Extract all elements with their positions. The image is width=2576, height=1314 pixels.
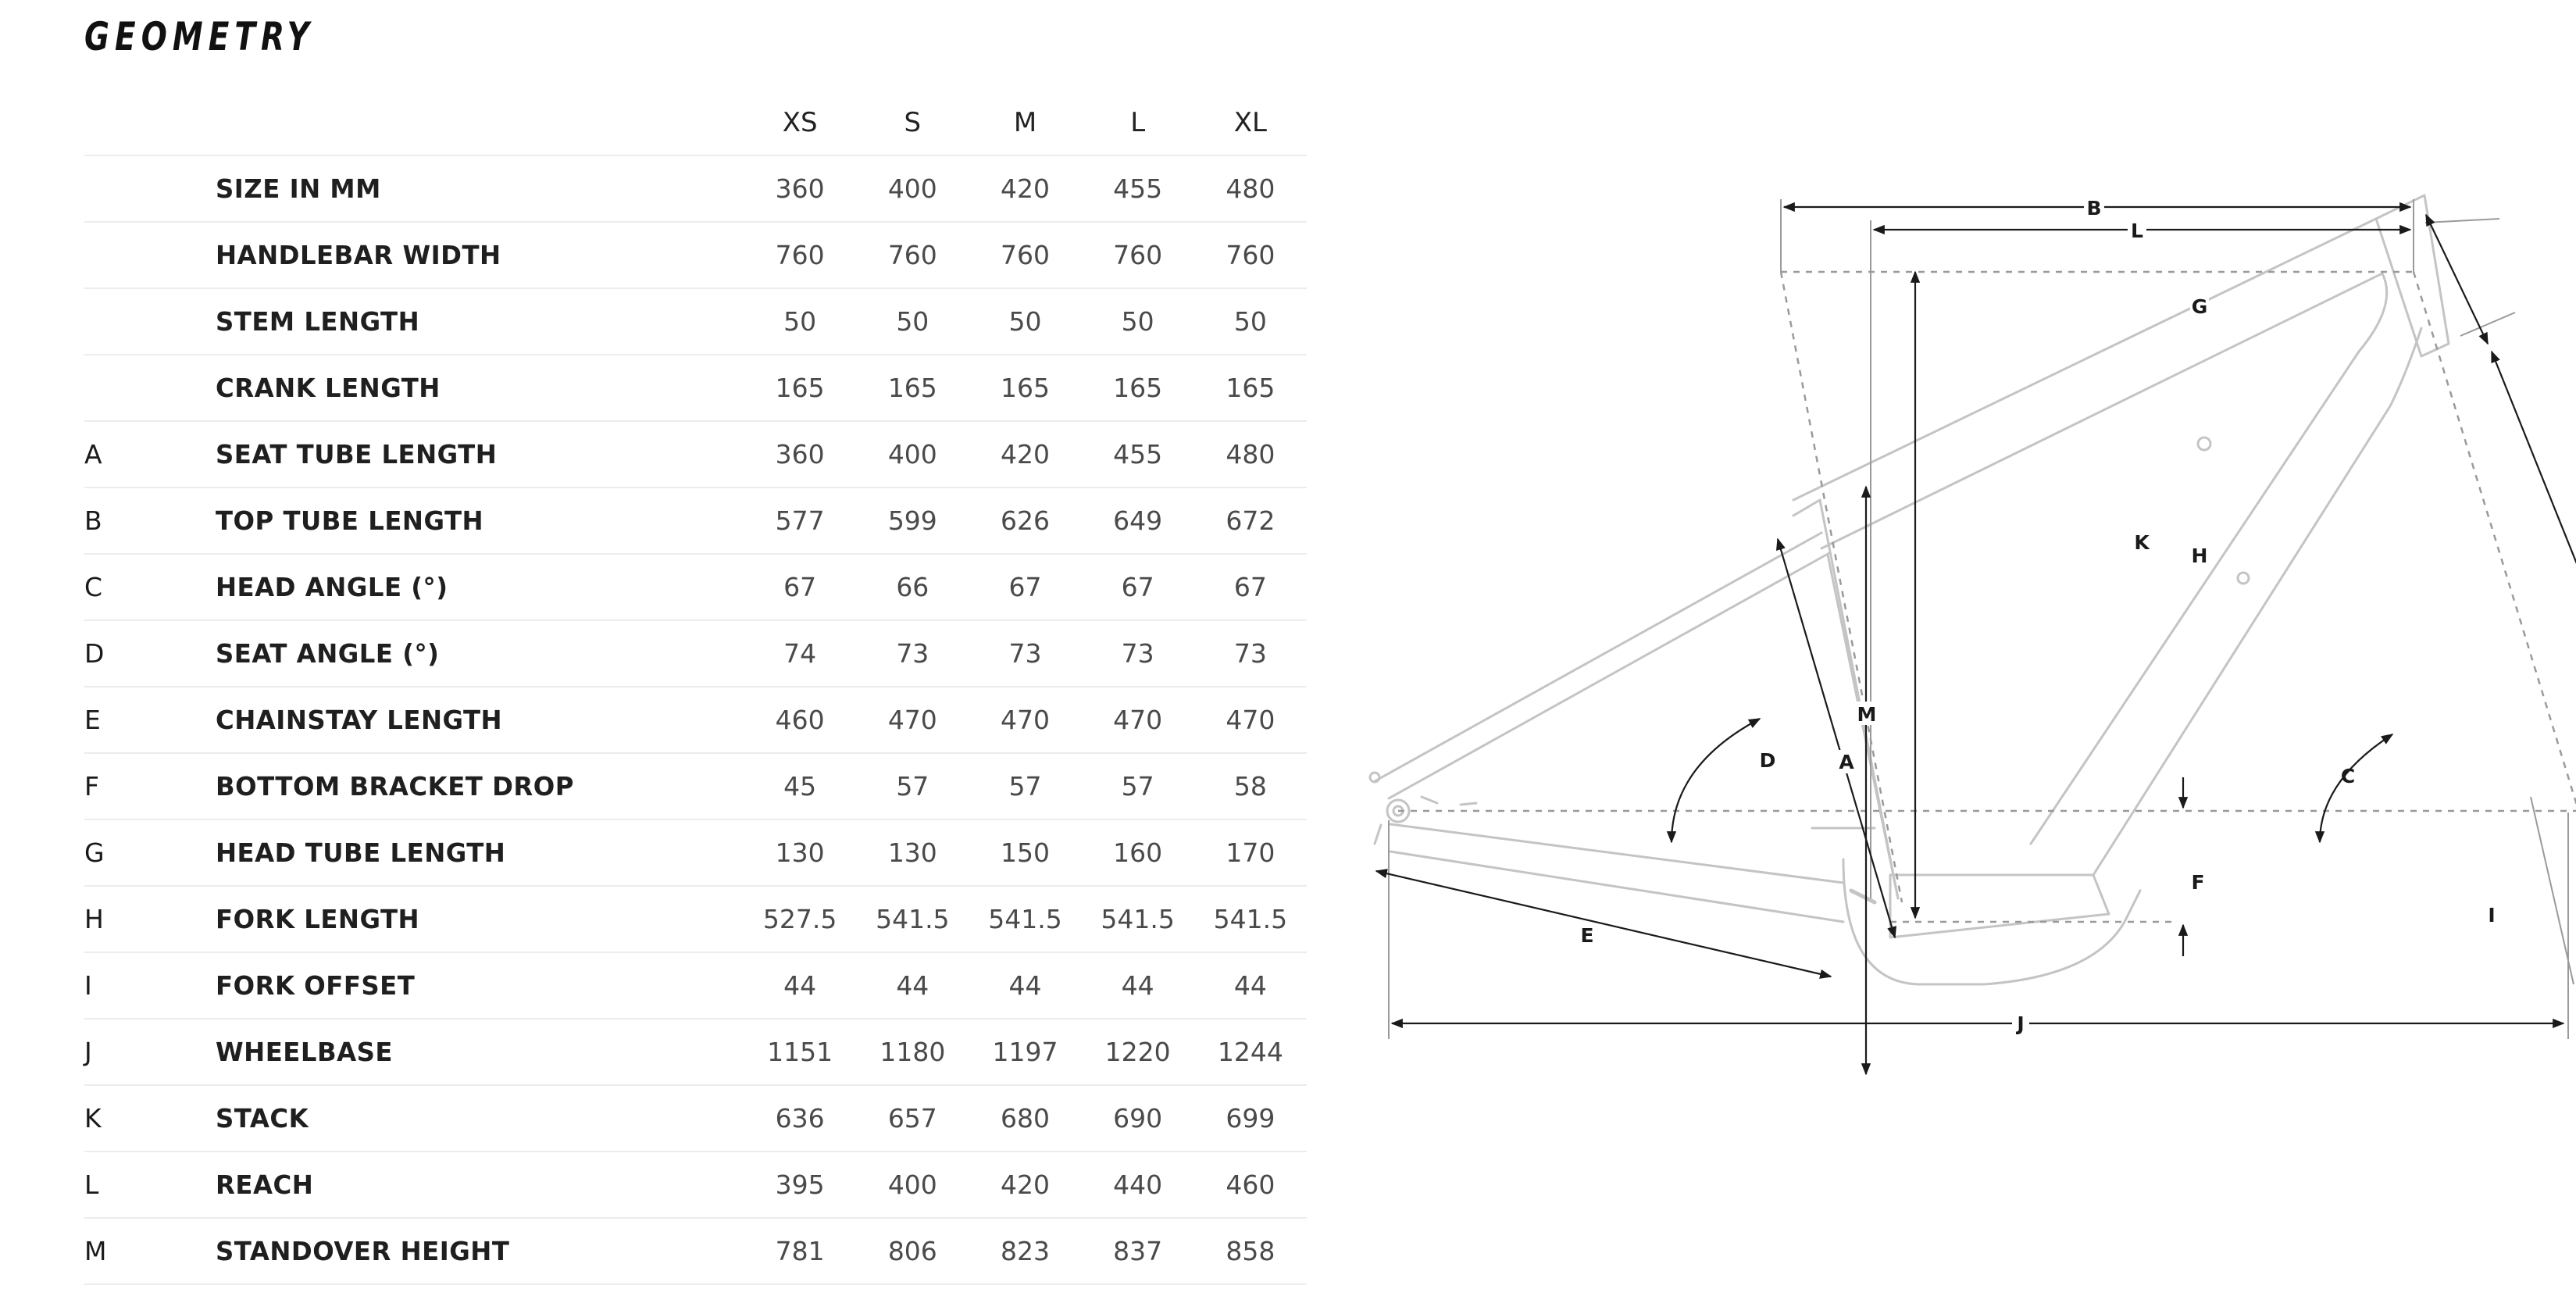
table-body <box>84 155 1307 1284</box>
row-letter: M <box>84 1218 216 1284</box>
value-cell-m: 50 <box>969 288 1081 355</box>
value-cell-m: 44 <box>969 952 1081 1019</box>
table-row <box>84 554 1307 620</box>
row-label: STACK <box>216 1085 733 1152</box>
row-label: SEAT ANGLE (°) <box>216 620 733 687</box>
value-cell-xs: 360 <box>744 155 856 222</box>
size-header-s: S <box>856 91 969 155</box>
table-row <box>84 421 1307 487</box>
dim-c-arc <box>2320 734 2392 842</box>
table-row <box>84 952 1307 1019</box>
value-cell-l: 44 <box>1082 952 1194 1019</box>
value-cell-s: 400 <box>856 1152 969 1218</box>
value-cell-xl: 44 <box>1194 952 1307 1019</box>
row-label: SEAT TUBE LENGTH <box>216 421 733 487</box>
value-cell-m: 541.5 <box>969 886 1081 952</box>
row-label: CRANK LENGTH <box>216 355 733 421</box>
page-title: GEOMETRY <box>84 14 315 59</box>
value-cell-m: 1197 <box>969 1019 1081 1085</box>
value-cell-l: 470 <box>1082 687 1194 753</box>
value-cell-xs: 781 <box>744 1218 856 1284</box>
value-cell-m: 73 <box>969 620 1081 687</box>
value-cell-xl: 760 <box>1194 222 1307 288</box>
value-cell-xl: 672 <box>1194 487 1307 554</box>
value-cell-m: 420 <box>969 421 1081 487</box>
value-cell-xs: 577 <box>744 487 856 554</box>
row-label: STANDOVER HEIGHT <box>216 1218 733 1284</box>
size-header-m: M <box>969 91 1081 155</box>
value-cell-l: 837 <box>1082 1218 1194 1284</box>
dim-label-k: K <box>2134 531 2150 554</box>
table-row <box>84 1152 1307 1218</box>
value-cell-l: 440 <box>1082 1152 1194 1218</box>
value-cell-m: 760 <box>969 222 1081 288</box>
value-cell-xs: 395 <box>744 1152 856 1218</box>
value-cell-l: 160 <box>1082 819 1194 886</box>
value-cell-s: 599 <box>856 487 969 554</box>
value-cell-xl: 480 <box>1194 155 1307 222</box>
value-cell-l: 50 <box>1082 288 1194 355</box>
value-cell-xs: 50 <box>744 288 856 355</box>
extension-lines <box>1389 172 2576 1039</box>
table-row <box>84 288 1307 355</box>
value-cell-xs: 44 <box>744 952 856 1019</box>
table-header-row <box>84 91 1307 155</box>
frame-geometry-diagram <box>1343 172 2576 1109</box>
table-row <box>84 819 1307 886</box>
value-cell-m: 67 <box>969 554 1081 620</box>
dim-label-h: H <box>2191 545 2208 567</box>
row-label: CHAINSTAY LENGTH <box>216 687 733 753</box>
value-cell-s: 400 <box>856 155 969 222</box>
value-cell-s: 165 <box>856 355 969 421</box>
table-row <box>84 155 1307 222</box>
value-cell-xl: 67 <box>1194 554 1307 620</box>
row-label: WHEELBASE <box>216 1019 733 1085</box>
table-row <box>84 355 1307 421</box>
value-cell-m: 823 <box>969 1218 1081 1284</box>
value-cell-xs: 527.5 <box>744 886 856 952</box>
value-cell-l: 1220 <box>1082 1019 1194 1085</box>
geometry-table <box>84 91 1307 1285</box>
row-label: TOP TUBE LENGTH <box>216 487 733 554</box>
table-row <box>84 753 1307 819</box>
value-cell-xl: 858 <box>1194 1218 1307 1284</box>
frame-diagram-svg <box>1343 172 2576 1109</box>
table-row <box>84 1218 1307 1284</box>
header-letter-cell <box>84 91 216 155</box>
value-cell-l: 57 <box>1082 753 1194 819</box>
row-label: REACH <box>216 1152 733 1218</box>
row-label: SIZE IN MM <box>216 155 733 222</box>
value-cell-m: 57 <box>969 753 1081 819</box>
value-cell-s: 470 <box>856 687 969 753</box>
dim-label-f: F <box>2191 871 2205 894</box>
value-cell-l: 690 <box>1082 1085 1194 1152</box>
value-cell-l: 67 <box>1082 554 1194 620</box>
value-cell-xs: 45 <box>744 753 856 819</box>
row-letter: J <box>84 1019 216 1085</box>
value-cell-xl: 480 <box>1194 421 1307 487</box>
row-letter: E <box>84 687 216 753</box>
value-cell-xs: 1151 <box>744 1019 856 1085</box>
value-cell-m: 626 <box>969 487 1081 554</box>
value-cell-l: 73 <box>1082 620 1194 687</box>
value-cell-s: 57 <box>856 753 969 819</box>
value-cell-xl: 170 <box>1194 819 1307 886</box>
value-cell-m: 470 <box>969 687 1081 753</box>
row-label: BOTTOM BRACKET DROP <box>216 753 733 819</box>
dim-e-line <box>1376 871 1831 977</box>
dim-label-m: M <box>1857 703 1877 726</box>
value-cell-m: 165 <box>969 355 1081 421</box>
dim-label-c: C <box>2340 765 2356 787</box>
header-label-cell <box>216 91 744 155</box>
dim-d-arc <box>1672 719 1760 842</box>
dim-label-a: A <box>1839 751 1854 773</box>
row-label: FORK OFFSET <box>216 952 733 1019</box>
value-cell-l: 760 <box>1082 222 1194 288</box>
value-cell-m: 150 <box>969 819 1081 886</box>
table-row <box>84 1019 1307 1085</box>
value-cell-xs: 165 <box>744 355 856 421</box>
value-cell-l: 541.5 <box>1082 886 1194 952</box>
value-cell-s: 400 <box>856 421 969 487</box>
value-cell-xl: 541.5 <box>1194 886 1307 952</box>
value-cell-xl: 165 <box>1194 355 1307 421</box>
value-cell-xs: 360 <box>744 421 856 487</box>
value-cell-xl: 470 <box>1194 687 1307 753</box>
dim-label-d: D <box>1759 749 1776 772</box>
table-row <box>84 487 1307 554</box>
value-cell-xs: 67 <box>744 554 856 620</box>
dim-label-l: L <box>2131 220 2143 242</box>
table-row <box>84 687 1307 753</box>
value-cell-xl: 73 <box>1194 620 1307 687</box>
row-letter: F <box>84 753 216 819</box>
dim-label-e: E <box>1580 924 1594 947</box>
value-cell-xl: 50 <box>1194 288 1307 355</box>
row-letter: A <box>84 421 216 487</box>
row-letter: H <box>84 886 216 952</box>
table-row <box>84 1085 1307 1152</box>
row-letter: D <box>84 620 216 687</box>
value-cell-m: 420 <box>969 155 1081 222</box>
value-cell-l: 455 <box>1082 155 1194 222</box>
row-letter <box>84 222 216 288</box>
value-cell-s: 760 <box>856 222 969 288</box>
row-label: STEM LENGTH <box>216 288 733 355</box>
value-cell-xl: 1244 <box>1194 1019 1307 1085</box>
size-header-l: L <box>1082 91 1194 155</box>
row-letter: I <box>84 952 216 1019</box>
row-label: HANDLEBAR WIDTH <box>216 222 733 288</box>
value-cell-s: 657 <box>856 1085 969 1152</box>
row-letter <box>84 155 216 222</box>
value-cell-xl: 58 <box>1194 753 1307 819</box>
bike-frame <box>1370 195 2449 984</box>
value-cell-s: 806 <box>856 1218 969 1284</box>
row-letter: K <box>84 1085 216 1152</box>
row-letter: B <box>84 487 216 554</box>
table-row <box>84 886 1307 952</box>
value-cell-s: 130 <box>856 819 969 886</box>
table-row <box>84 222 1307 288</box>
value-cell-s: 541.5 <box>856 886 969 952</box>
value-cell-xs: 636 <box>744 1085 856 1152</box>
value-cell-s: 66 <box>856 554 969 620</box>
value-cell-xs: 460 <box>744 687 856 753</box>
row-letter: C <box>84 554 216 620</box>
reference-lines <box>1398 272 2576 922</box>
size-header-xs: XS <box>744 91 856 155</box>
row-label: FORK LENGTH <box>216 886 733 952</box>
value-cell-xl: 460 <box>1194 1152 1307 1218</box>
row-letter <box>84 288 216 355</box>
row-label: HEAD ANGLE (°) <box>216 554 733 620</box>
dim-label-i: I <box>2488 904 2496 927</box>
value-cell-xs: 74 <box>744 620 856 687</box>
value-cell-l: 165 <box>1082 355 1194 421</box>
table-row <box>84 620 1307 687</box>
dim-h-line <box>2492 352 2576 803</box>
value-cell-l: 649 <box>1082 487 1194 554</box>
value-cell-m: 420 <box>969 1152 1081 1218</box>
dim-label-j: J <box>2017 1012 2025 1035</box>
dim-label-b: B <box>2086 197 2102 220</box>
value-cell-l: 455 <box>1082 421 1194 487</box>
row-letter: G <box>84 819 216 886</box>
size-header-xl: XL <box>1194 91 1307 155</box>
row-letter <box>84 355 216 421</box>
dim-g-line <box>2426 215 2488 344</box>
row-label: HEAD TUBE LENGTH <box>216 819 733 886</box>
value-cell-xs: 760 <box>744 222 856 288</box>
value-cell-s: 44 <box>856 952 969 1019</box>
value-cell-xl: 699 <box>1194 1085 1307 1152</box>
value-cell-xs: 130 <box>744 819 856 886</box>
value-cell-s: 50 <box>856 288 969 355</box>
value-cell-s: 1180 <box>856 1019 969 1085</box>
value-cell-s: 73 <box>856 620 969 687</box>
value-cell-m: 680 <box>969 1085 1081 1152</box>
dimension-arrows <box>1376 207 2576 1074</box>
dim-label-g: G <box>2191 295 2208 318</box>
row-letter: L <box>84 1152 216 1218</box>
